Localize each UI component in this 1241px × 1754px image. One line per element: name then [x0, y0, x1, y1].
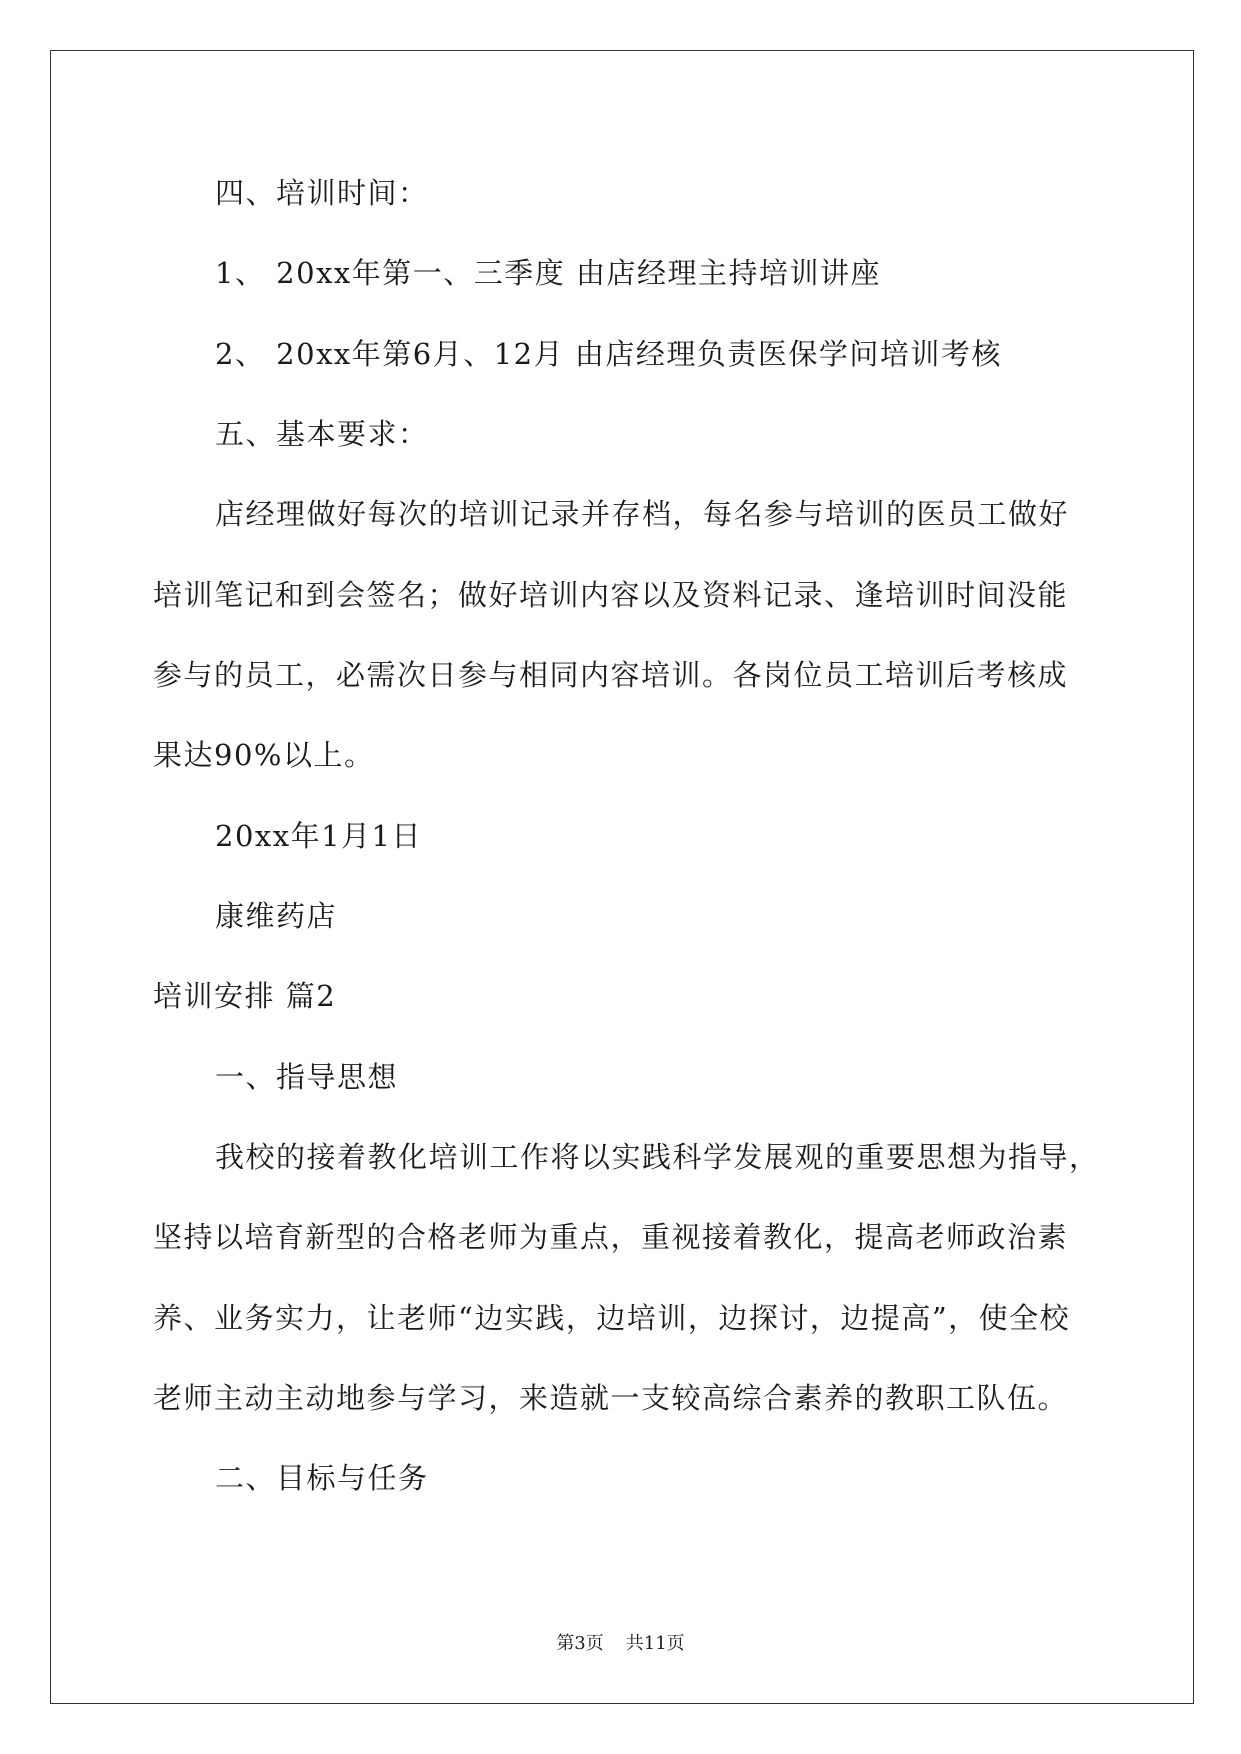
page-number-current: 第3页 — [556, 1633, 604, 1654]
signature-line: 康维药店 — [215, 899, 338, 933]
page-number-total: 共11页 — [625, 1633, 685, 1654]
section-heading-guiding-ideology: 一、指导思想 — [215, 1060, 399, 1094]
paragraph-line: 养、业务实力，让老师“边实践，边培训，边探讨，边提高”，使全校 — [153, 1301, 1071, 1335]
paragraph-line: 果达90%以上。 — [153, 738, 375, 772]
list-item: 2、 20xx年第6月、12月 由店经理负责医保学问培训考核 — [215, 337, 1002, 371]
paragraph-line: 我校的接着教化培训工作将以实践科学发展观的重要思想为指导， — [215, 1140, 1100, 1174]
list-item: 1、 20xx年第一、三季度 由店经理主持培训讲座 — [215, 256, 881, 290]
paragraph-line: 坚持以培育新型的合格老师为重点，重视接着教化，提高老师政治素 — [153, 1220, 1069, 1254]
date-line: 20xx年1月1日 — [215, 819, 423, 853]
paragraph-line: 老师主动主动地参与学习，来造就一支较高综合素养的教职工队伍。 — [153, 1381, 1069, 1415]
paragraph-line: 店经理做好每次的培训记录并存档，每名参与培训的医员工做好 — [215, 497, 1070, 531]
section-heading-goals-and-tasks: 二、目标与任务 — [215, 1461, 429, 1495]
section-heading-basic-requirements: 五、基本要求： — [215, 417, 429, 451]
paragraph-line: 参与的员工，必需次日参与相同内容培训。各岗位员工培训后考核成 — [153, 658, 1069, 692]
section-heading-training-time: 四、培训时间： — [215, 176, 429, 210]
page-footer — [0, 1633, 1241, 1655]
article-title: 培训安排 篇2 — [153, 979, 337, 1013]
page-border — [50, 50, 1194, 1704]
paragraph-line: 培训笔记和到会签名；做好培训内容以及资料记录、逢培训时间没能 — [153, 578, 1069, 612]
